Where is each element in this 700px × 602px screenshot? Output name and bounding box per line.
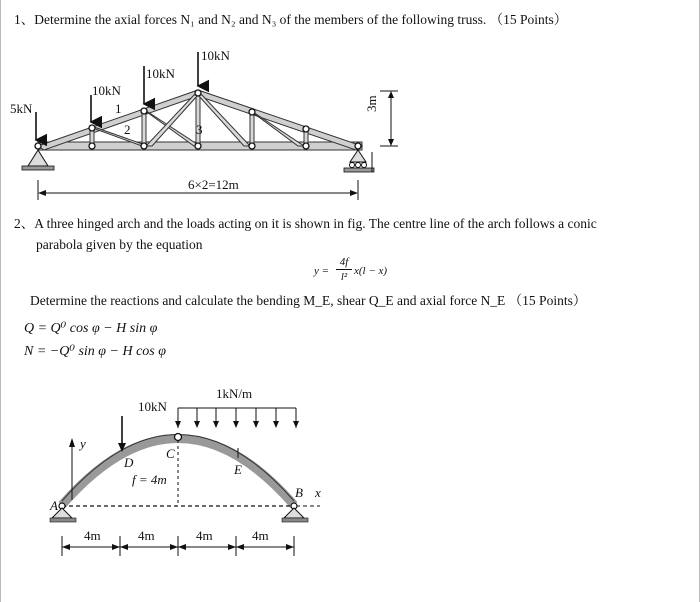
question-2-text-line-1: 2、A three hinged arch and the loads acting on it is shown in fig. The centre line of the arch follows a conic <box>14 216 597 231</box>
member-label-3: 3 <box>196 122 203 137</box>
load-label-10kn-1: 10kN <box>92 83 121 98</box>
formula-axial: N = −Q⁰ sin φ − H cos φ <box>24 344 167 359</box>
span-label-2: 4m <box>138 528 155 543</box>
point-c-label: C <box>166 446 175 461</box>
rise-label: f = 4m <box>132 472 167 487</box>
load-label-5kn: 5kN <box>10 101 33 116</box>
point-b-label: B <box>295 485 303 500</box>
span-label-1: 4m <box>84 528 101 543</box>
eq-y: y = <box>314 265 330 277</box>
eq-denominator: l² <box>340 271 348 283</box>
member-label-1: 1 <box>115 101 122 116</box>
point-d-label: D <box>124 455 134 470</box>
eq-rest: x(l − x) <box>354 265 388 277</box>
span-label: 6×2=12m <box>188 177 239 192</box>
load-label-10kn-3: 10kN <box>201 48 230 63</box>
udl-label: 1kN/m <box>216 386 253 401</box>
span-label-3: 4m <box>196 528 213 543</box>
height-label: 3m <box>364 95 379 112</box>
point-a-label: A <box>50 498 58 513</box>
point-load-label: 10kN <box>138 399 167 414</box>
question-2-text-line-2: parabola given by the equation <box>36 237 203 252</box>
span-label-4: 4m <box>252 528 269 543</box>
member-label-2: 2 <box>124 122 131 137</box>
eq-numerator: 4f <box>339 256 349 268</box>
load-label-10kn-2: 10kN <box>146 66 175 81</box>
point-e-label: E <box>234 462 242 477</box>
x-axis-label: x <box>315 485 321 500</box>
formula-shear: Q = Q⁰ cos φ − H sin φ <box>24 321 158 336</box>
y-axis-label: y <box>80 436 86 451</box>
question-2-determine: Determine the reactions and calculate the bending M_E, shear Q_E and axial force N_E （15 Points） <box>30 293 587 308</box>
question-1-text: 1、Determine the axial forces N₁ and N₂ and N₃ of the members of the following truss. （15 Points） <box>14 12 568 27</box>
